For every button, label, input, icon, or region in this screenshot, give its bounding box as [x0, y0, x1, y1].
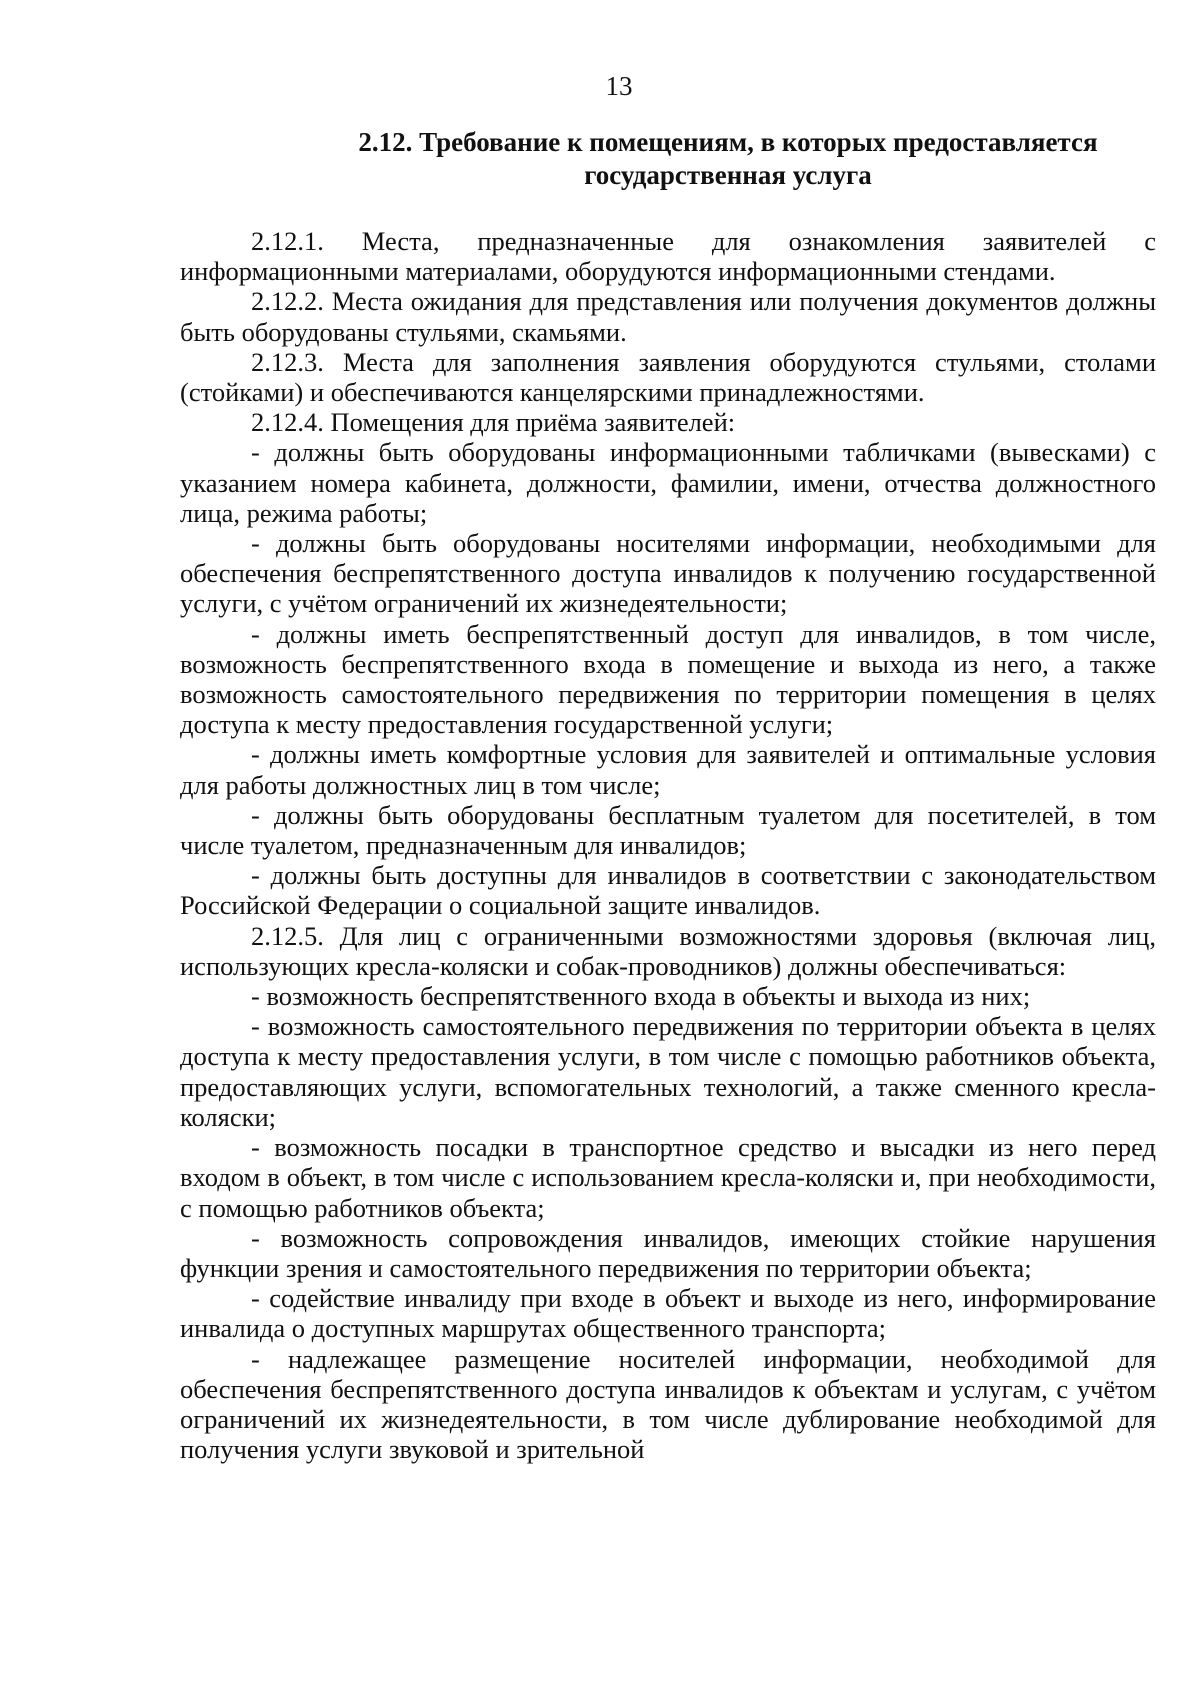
list-item: - должны быть доступны для инвалидов в соответствии с законодательством Российской Федерации о социальной защите инвалидов. [180, 860, 1156, 921]
paragraph-2-12-4: 2.12.4. Помещения для приёма заявителей: [251, 407, 736, 438]
list-item: - должны иметь беспрепятственный доступ для инвалидов, в том числе, возможность беспрепятственного входа в помещение и выхода из него, а также возможность самостоятельного передвижения по территории помещения в целях доступа к месту предоставления государственной услуги; [180, 618, 1156, 740]
paragraph-2-12-1: 2.12.1. Места, предназначенные для ознакомления заявителей с информационными материалами, оборудуются информационными стендами. [180, 226, 1156, 287]
page-number: 13 [605, 71, 633, 101]
list-item: - возможность посадки в транспортное средство и высадки из него перед входом в объект, в том числе с использованием кресла-коляски и, при необходимости, с помощью работников объекта; [180, 1132, 1156, 1223]
list-item: - возможность самостоятельного передвижения по территории объекта в целях доступа к месту предоставления услуги, в том числе с помощью работников объекта, предоставляющих услуги, вспомогательных технологий, а также сменного кресла-коляски; [180, 1011, 1156, 1132]
list-item: - возможность беспрепятственного входа в объекты и выхода из них; [251, 981, 1031, 1012]
list-item: - должны быть оборудованы бесплатным туалетом для посетителей, в том числе туалетом, предназначенным для инвалидов; [180, 799, 1156, 861]
paragraph-2-12-5: 2.12.5. Для лиц с ограниченными возможностями здоровья (включая лиц, использующих кресла-коляски и собак-проводников) должны обеспечиваться: [180, 920, 1156, 981]
list-item: - содействие инвалиду при входе в объект и выходе из него, информирование инвалида о доступных маршрутах общественного транспорта; [180, 1283, 1156, 1344]
list-item: - должны иметь комфортные условия для заявителей и оптимальные условия для работы должностных лиц в том числе; [180, 739, 1156, 800]
list-item: - должны быть оборудованы носителями информации, необходимыми для обеспечения беспрепятственного доступа инвалидов к получению государственной услуги, с учётом ограничений их жизнедеятельности; [180, 528, 1156, 619]
section-title-line-2: государственная услуга [584, 160, 872, 190]
list-item: - надлежащее размещение носителей информации, необходимой для обеспечения беспрепятственного доступа инвалидов к объектам и услугам, с учётом ограничений их жизнедеятельности, в том числе дублирование необходимой для получения услуги звуковой и зрительной [180, 1343, 1156, 1465]
paragraph-2-12-2: 2.12.2. Места ожидания для представления или получения документов должны быть оборудованы стульями, скамьями. [180, 286, 1156, 347]
list-item: - должны быть оборудованы информационными табличками (вывесками) с указанием номера кабинета, должности, фамилии, имени, отчества должностного лица, режима работы; [180, 437, 1156, 528]
section-title-line-1: 2.12. Требование к помещениям, в которых предоставляется [358, 127, 1098, 157]
paragraph-2-12-3: 2.12.3. Места для заполнения заявления оборудуются стульями, столами (стойками) и обеспечиваются канцелярскими принадлежностями. [180, 346, 1156, 408]
section-title [220, 126, 1200, 192]
list-item: - возможность сопровождения инвалидов, имеющих стойкие нарушения функции зрения и самостоятельного передвижения по территории объекта; [180, 1222, 1156, 1283]
document-body [180, 226, 1156, 1464]
